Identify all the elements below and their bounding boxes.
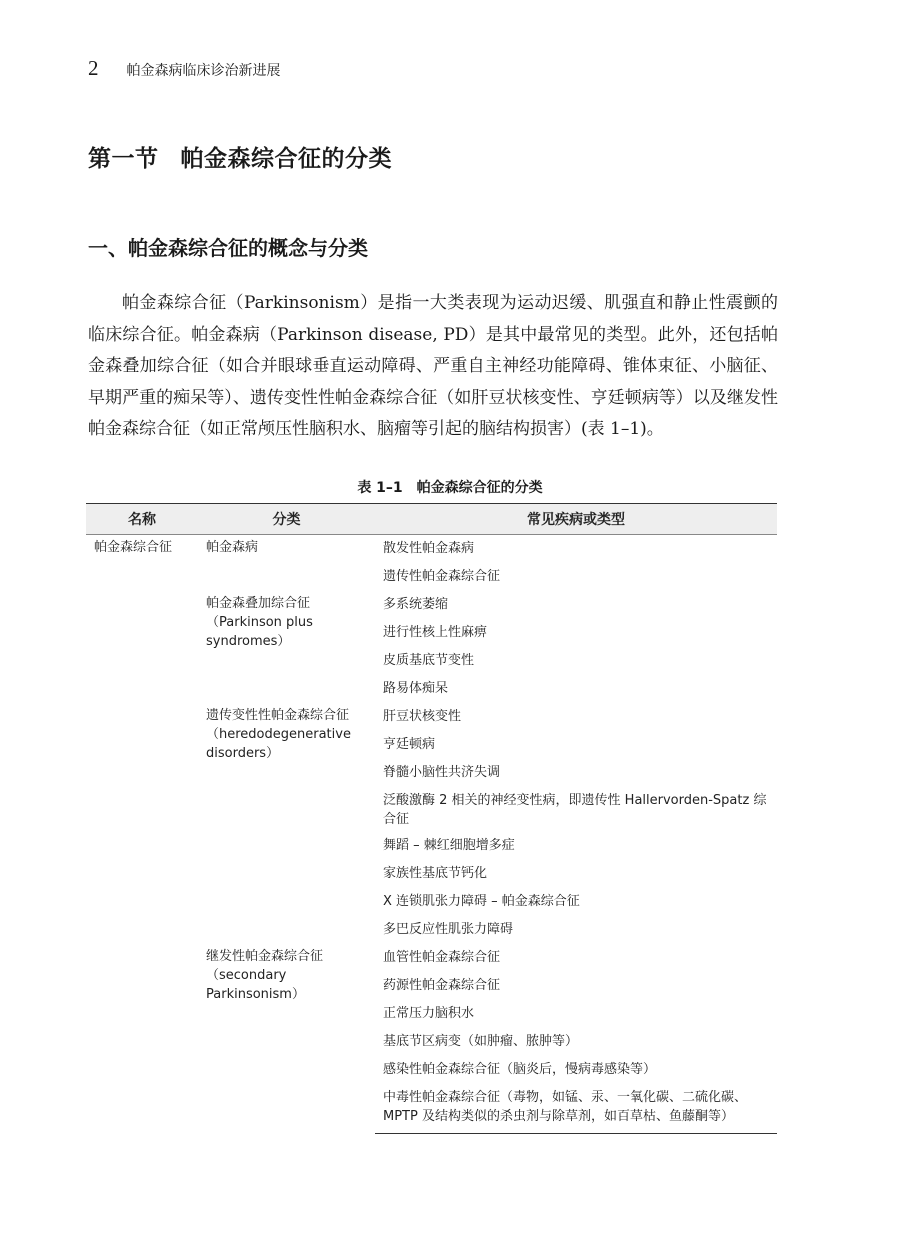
disease-cell: 进行性核上性麻痹	[383, 624, 488, 640]
category-english-label: （heredodegenerative disorders）	[206, 726, 351, 761]
header-diseases: 常见疾病或类型	[375, 504, 777, 535]
section-heading	[88, 140, 392, 173]
disease-cell: 多系统萎缩	[383, 596, 449, 612]
disease-cell: 正常压力脑积水	[383, 1005, 475, 1021]
disease-cell: 舞蹈 – 棘红细胞增多症	[383, 837, 515, 853]
category-cell	[198, 535, 375, 591]
classification-table-wrapper	[86, 503, 777, 1134]
disease-cell: 肝豆状核变性	[383, 708, 462, 724]
page-number: 2	[88, 56, 99, 80]
section-title: 帕金森综合征的分类	[180, 145, 392, 172]
disease-cell: 皮质基底节变性	[383, 652, 475, 668]
book-title: 帕金森病临床诊治新进展	[126, 63, 281, 79]
running-head	[88, 56, 281, 81]
disease-cell: 家族性基底节钙化	[383, 865, 488, 881]
table-header-row	[86, 504, 777, 535]
category-cell	[198, 944, 375, 1134]
table-caption-title: 帕金森综合征的分类	[416, 480, 543, 496]
disease-cell: X 连锁肌张力障碍 – 帕金森综合征	[383, 893, 580, 909]
header-category: 分类	[198, 504, 375, 535]
category-label: 继发性帕金森综合征	[206, 948, 324, 964]
category-english-label: （Parkinson plus syndromes）	[206, 614, 313, 649]
disease-cell: 散发性帕金森病	[383, 541, 475, 556]
category-english-label: （secondary Parkinsonism）	[206, 967, 305, 1002]
subsection-heading: 一、帕金森综合征的概念与分类	[88, 236, 368, 260]
table-row	[86, 535, 777, 563]
category-label: 帕金森病	[206, 540, 259, 555]
disease-cell: 感染性帕金森综合征（脑炎后，慢病毒感染等）	[383, 1061, 657, 1077]
section-number: 第一节	[88, 145, 159, 172]
disease-cell: 血管性帕金森综合征	[383, 949, 501, 965]
syndrome-name-cell: 帕金森综合征	[94, 540, 173, 555]
table-caption	[0, 477, 900, 497]
disease-cell: 亨廷顿病	[383, 736, 436, 752]
disease-cell: 基底节区病变（如肿瘤、脓肿等）	[383, 1033, 579, 1049]
disease-cell: 药源性帕金森综合征	[383, 977, 501, 993]
header-name: 名称	[86, 504, 198, 535]
disease-cell: 多巴反应性肌张力障碍	[383, 921, 514, 937]
classification-table	[86, 503, 777, 1134]
category-cell	[198, 591, 375, 703]
disease-cell: 路易体痴呆	[383, 680, 449, 696]
disease-cell: 脊髓小脑性共济失调	[383, 764, 501, 780]
disease-cell: 中毒性帕金森综合征（毒物，如锰、汞、一氧化碳、二硫化碳、MPTP 及结构类似的杀虫剂与除草剂，如百草枯、鱼藤酮等）	[375, 1084, 777, 1134]
category-label: 遗传变性性帕金森综合征	[206, 707, 350, 723]
body-paragraph: 帕金森综合征（Parkinsonism）是指一大类表现为运动迟缓、肌强直和静止性震颤的临床综合征。帕金森病（Parkinson disease, PD）是其中最常见的类型。此外，还包括帕金森叠加综合征（如合并眼球垂直运动障碍、严重自主神经功能障碍、锥体束征、小脑征、早期严重的痴呆等）、遗传变性性帕金森综合征（如肝豆状核变性、亨廷顿病等）以及继发性帕金森综合征（如正常颅压性脑积水、脑瘤等引起的脑结构损害）(表 1–1)。	[88, 293, 778, 439]
disease-cell: 泛酸激酶 2 相关的神经变性病，即遗传性 Hallervorden-Spatz 综合征	[383, 792, 767, 827]
category-label: 帕金森叠加综合征	[206, 595, 311, 611]
disease-cell: 遗传性帕金森综合征	[383, 568, 501, 584]
category-cell	[198, 703, 375, 944]
table-caption-number: 表 1–1	[357, 480, 403, 496]
table-body	[86, 535, 777, 1134]
